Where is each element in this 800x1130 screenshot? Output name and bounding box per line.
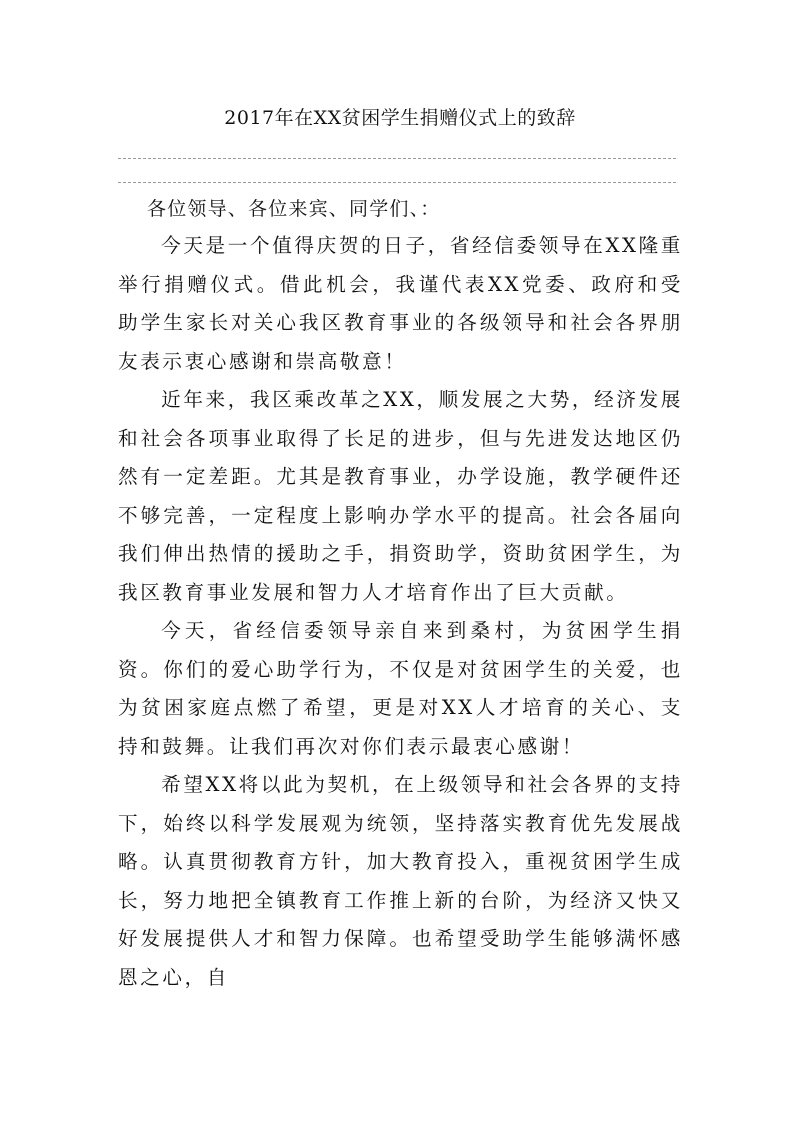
document-title: 2017年在XX贫困学生捐赠仪式上的致辞: [224, 107, 576, 129]
paragraph-2: 近年来，我区乘改革之XX，顺发展之大势，经济发展和社会各项事业取得了长足的进步，但与先进发达地区仍然有一定差距。尤其是教育事业，办学设施，教学硬件还不够完善，一定程度上影响办学水平的提高。社会各届向我们伸出热情的援助之手，捐资助学，资助贫困学生，为我区教育事业发展和智力人才培育作出了巨大贡献。: [118, 388, 683, 604]
header-divider-bottom: [118, 182, 676, 183]
header-divider-top: [118, 158, 676, 159]
paragraph-1: 今天是一个值得庆贺的日子，省经信委领导在XX隆重举行捐赠仪式。借此机会，我谨代表XX党委、政府和受助学生家长对关心我区教育事业的各级领导和社会各界朋友表示衷心感谢和崇高敬意！: [118, 234, 683, 373]
document-body: [118, 191, 683, 997]
salutation: 各位领导、各位来宾、同学们、：: [147, 198, 441, 220]
paragraph-4: 希望XX将以此为契机，在上级领导和社会各界的支持下，始终以科学发展观为统领，坚持落实教育优先发展战略。认真贯彻教育方针，加大教育投入，重视贫困学生成长，努力地把全镇教育工作推上新的台阶，为经济又快又好发展提供人才和智力保障。也希望受助学生能够满怀感恩之心，自: [118, 773, 683, 989]
paragraph-3: 今天，省经信委领导亲自来到桑村，为贫困学生捐资。你们的爱心助学行为，不仅是对贫困学生的关爱，也为贫困家庭点燃了希望，更是对XX人才培育的关心、支持和鼓舞。让我们再次对你们表示最衷心感谢！: [118, 619, 683, 758]
